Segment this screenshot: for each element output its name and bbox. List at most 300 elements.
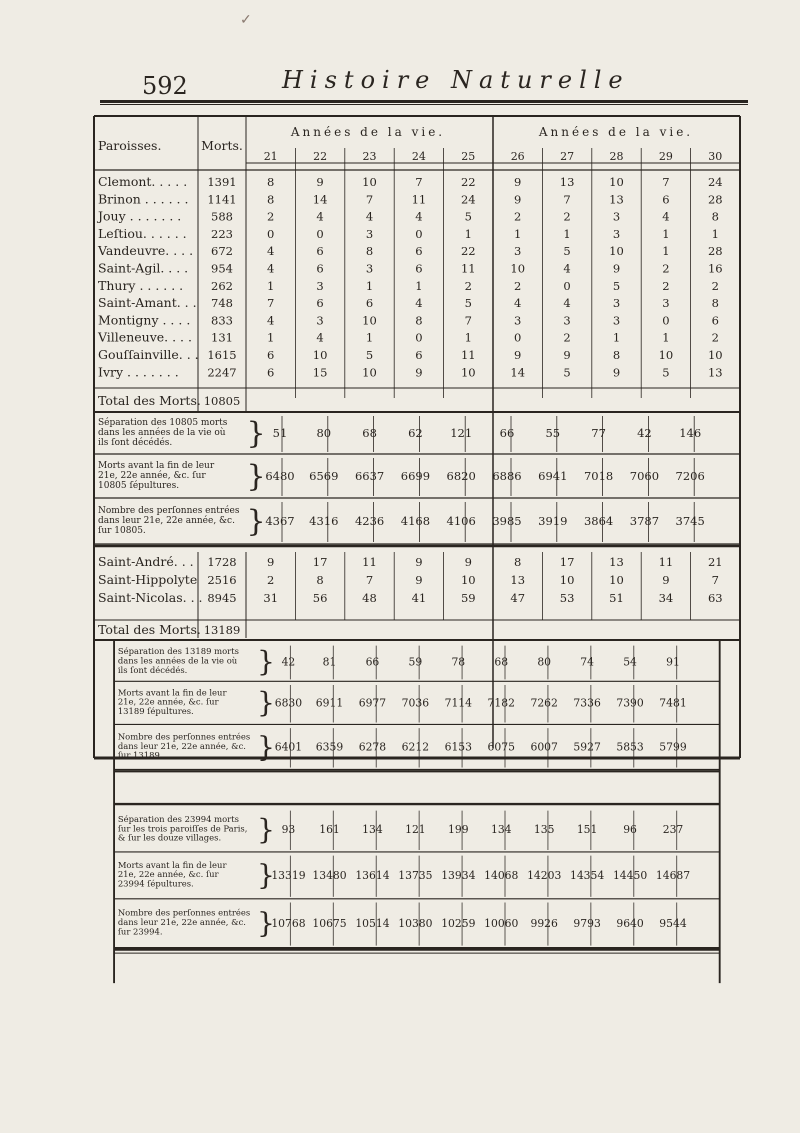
- parish-morts: 8945: [207, 591, 237, 605]
- block3-nombre-value: 9926: [530, 916, 558, 930]
- block1-nombre-first-value: 4367: [265, 514, 295, 528]
- parish-year-value: 56: [312, 591, 328, 605]
- parish-year-value: 8: [711, 296, 719, 311]
- parish-morts: 131: [211, 330, 233, 345]
- parish-name: Saint-Hippolyte: [98, 572, 198, 587]
- parish-year-value: 11: [658, 555, 674, 569]
- block1-separation-first-value: 51: [272, 426, 288, 440]
- year-header-21: 21: [263, 150, 278, 163]
- parish-year-value: 2: [514, 209, 522, 224]
- block1-morts-avant-value: 6941: [538, 469, 568, 483]
- brace: }: [256, 858, 275, 892]
- block1-morts-avant-value: 7206: [675, 469, 705, 483]
- block1-morts-avant-value: 6886: [492, 469, 522, 483]
- block1-morts-avant-value: 6637: [354, 469, 385, 483]
- parish-year-value: 9: [612, 261, 621, 276]
- year-header-26: 26: [510, 150, 525, 163]
- block1-nombre-value: 3864: [583, 514, 614, 528]
- block2-separation-value: 59: [408, 655, 423, 669]
- parish-year-value: 3: [612, 296, 621, 311]
- parish-name: Gouſſainville. . .: [98, 347, 199, 362]
- block3-morts-avant-value: 13480: [312, 869, 347, 883]
- parish-name: Leſtiou. . . . . .: [98, 225, 187, 241]
- block1-morts-avant-value: 7060: [629, 469, 660, 483]
- parish-name: Clemont. . . . .: [98, 174, 188, 189]
- parish-name: Brinon . . . . . .: [98, 191, 189, 207]
- year-header-22: 22: [313, 150, 328, 163]
- parish-year-value: 1: [415, 278, 423, 293]
- block1-nombre-label: Nombre des perſonnes entrées: [98, 506, 240, 516]
- parish-name: Montigny . . . .: [98, 312, 191, 328]
- block1-nombre-value: 3787: [629, 514, 660, 528]
- parish-year-value: 14: [312, 192, 328, 207]
- parish-year-value: 6: [662, 192, 670, 207]
- block3-separation-value: 161: [319, 823, 340, 837]
- parish-year-value: 4: [316, 330, 324, 345]
- block3-morts-avant-label: Morts avant la fin de leur: [117, 859, 227, 870]
- block3-separation-label: Séparation des 23994 morts: [117, 813, 239, 824]
- parish-year-value: 2: [267, 209, 275, 224]
- parish-year-value: 4: [662, 209, 670, 224]
- block3-nombre-value: 10060: [484, 916, 519, 930]
- block2-morts-avant-value: 7481: [659, 696, 687, 710]
- block1-nombre-value: 3745: [675, 514, 705, 528]
- block2-separation-label: dans les années de la vie où: [117, 655, 238, 666]
- parish-year-value: 15: [312, 365, 328, 380]
- parish-year-value: 3: [563, 313, 571, 328]
- brace: }: [246, 459, 266, 494]
- parish-year-value: 10: [362, 175, 377, 189]
- table-cells: [96, 125, 723, 637]
- parish-year-value: 0: [662, 313, 670, 328]
- parish-year-value: 1: [464, 330, 472, 345]
- parish-name: Thury . . . . . .: [98, 277, 184, 293]
- block1-separation-value: 68: [362, 426, 377, 440]
- block3-nombre-first-value: 10768: [271, 916, 306, 930]
- year-header-24: 24: [411, 150, 426, 163]
- brace: }: [256, 906, 275, 940]
- parish-year-value: 10: [559, 573, 575, 587]
- parish-year-value: 1: [514, 226, 522, 241]
- block1-nombre-label: ſur 10805.: [98, 526, 146, 536]
- block3-separation-label: ſur les trois paroiſſes de Paris,: [117, 823, 248, 834]
- parish-morts: 1615: [207, 348, 237, 362]
- block1-separation-value: 66: [499, 426, 515, 440]
- parish-year-value: 1: [563, 226, 571, 241]
- parish-year-value: 10: [460, 573, 476, 587]
- parish-year-value: 4: [563, 261, 571, 276]
- parish-year-value: 7: [464, 313, 472, 328]
- parish-name: Saint-André. . .: [98, 554, 194, 569]
- block3-morts-avant-value: 14203: [527, 869, 562, 883]
- year-header-30: 30: [708, 150, 723, 163]
- parish-year-value: 6: [711, 313, 719, 328]
- parish-year-value: 1: [267, 278, 275, 293]
- block2-nombre-value: 5853: [616, 740, 644, 754]
- parish-year-value: 3: [316, 278, 324, 293]
- parish-year-value: 5: [365, 348, 374, 362]
- block3-nombre-value: 10380: [398, 916, 433, 930]
- block3-morts-avant-value: 14450: [612, 869, 648, 883]
- parish-year-value: 24: [460, 192, 476, 207]
- parish-name: Saint-Agil. . . .: [98, 260, 189, 276]
- block3-separation-value: 121: [405, 823, 426, 837]
- brace: }: [256, 644, 275, 678]
- parish-year-value: 9: [267, 555, 275, 569]
- parish-year-value: 6: [365, 296, 374, 311]
- block2-nombre-value: 5799: [659, 740, 687, 754]
- parish-year-value: 10: [362, 365, 377, 380]
- block1-nombre-value: 4316: [309, 514, 339, 528]
- block2-nombre-label: Nombre des perſonnes entrées: [117, 731, 251, 742]
- block3-separation-value: 134: [362, 823, 383, 837]
- block2-morts-avant-value: 6911: [315, 696, 344, 710]
- block1-separation-value: 80: [316, 426, 332, 440]
- parish-year-value: 17: [559, 555, 575, 569]
- block2-nombre-value: 6212: [401, 740, 430, 754]
- block2-separation-value: 54: [623, 655, 637, 669]
- mortality-table-lower: [86, 640, 744, 985]
- block2-nombre-value: 6278: [358, 740, 387, 754]
- parish-year-value: 7: [365, 192, 374, 207]
- parish-year-value: 21: [707, 555, 723, 569]
- parish-year-value: 16: [707, 261, 723, 276]
- parish-year-value: 34: [658, 591, 674, 605]
- block3-nombre-label: Nombre des perſonnes entrées: [117, 907, 251, 918]
- parish-year-value: 11: [362, 555, 377, 569]
- block3-separation-first-value: 93: [281, 823, 296, 837]
- parish-year-value: 10: [312, 348, 328, 362]
- parish-year-value: 9: [316, 175, 324, 189]
- parish-year-value: 22: [460, 175, 476, 189]
- parish-year-value: 1: [464, 226, 472, 241]
- brace: }: [256, 730, 275, 764]
- parish-year-value: 3: [365, 226, 374, 241]
- parish-year-value: 4: [267, 313, 275, 328]
- parish-year-value: 2: [563, 209, 571, 224]
- block2-nombre-value: 6075: [487, 740, 515, 754]
- parish-year-value: 1: [662, 226, 670, 241]
- block2-morts-avant-value: 6977: [358, 696, 387, 710]
- block2-morts-avant-first-value: 6830: [274, 696, 303, 710]
- block1-nombre-value: 3985: [492, 514, 522, 528]
- parish-year-value: 9: [514, 348, 522, 362]
- parish-year-value: 10: [460, 365, 476, 380]
- parish-year-value: 6: [415, 261, 423, 276]
- parish-year-value: 51: [609, 591, 624, 605]
- parish-year-value: 17: [312, 555, 328, 569]
- block1-separation-label: dans les années de la vie où: [98, 428, 226, 438]
- block1-separation-value: 121: [450, 426, 473, 440]
- block2-separation-value: 66: [365, 655, 380, 669]
- parish-year-value: 9: [415, 573, 423, 587]
- block3-morts-avant-value: 14068: [484, 869, 519, 883]
- parish-morts: 748: [211, 296, 233, 311]
- block2-separation-value: 91: [666, 655, 680, 669]
- parish-morts: 1391: [207, 175, 237, 189]
- block1-morts-avant-first-value: 6480: [265, 469, 295, 483]
- block2-morts-avant-value: 7262: [530, 696, 558, 710]
- parish-year-value: 5: [464, 209, 472, 224]
- parish-year-value: 2: [514, 278, 522, 293]
- parish-morts: 672: [211, 244, 233, 259]
- parish-year-value: 59: [460, 591, 476, 605]
- block3-nombre-label: dans leur 21e, 22e année, &c.: [117, 917, 246, 927]
- parish-year-value: 13: [510, 573, 526, 587]
- block2-nombre-label: dans leur 21e, 22e année, &c.: [117, 740, 246, 751]
- block1-separation-value: 55: [545, 426, 561, 440]
- block2-nombre-first-value: 6401: [274, 740, 303, 754]
- block2-morts-avant-value: 7336: [573, 696, 601, 710]
- block2-separation-value: 78: [451, 655, 466, 669]
- parish-name: Villeneuve. . . .: [98, 329, 192, 345]
- block2-morts-avant-value: 7390: [616, 696, 644, 710]
- block3-separation-value: 237: [662, 823, 684, 837]
- parish-year-value: 1: [365, 278, 374, 293]
- block2-nombre-value: 6007: [530, 740, 558, 754]
- parish-year-value: 13: [707, 365, 723, 380]
- block2-nombre-label: ſur 13189.: [117, 750, 163, 761]
- year-header-23: 23: [362, 150, 377, 163]
- parish-year-value: 7: [267, 296, 275, 311]
- parish-year-value: 4: [365, 209, 374, 224]
- parish-year-value: 13: [609, 555, 624, 569]
- parish-name: Jouy . . . . . . .: [98, 208, 182, 224]
- parish-year-value: 4: [415, 296, 423, 311]
- parish-year-value: 0: [563, 278, 571, 293]
- parish-morts: 588: [211, 209, 233, 224]
- table-cells-lower: [118, 645, 690, 940]
- parish-year-value: 8: [612, 348, 621, 362]
- parish-year-value: 8: [514, 555, 522, 569]
- block1-separation-value: 42: [637, 426, 652, 440]
- parish-year-value: 31: [263, 591, 279, 605]
- parish-year-value: 3: [514, 313, 522, 328]
- block2-separation-first-value: 42: [281, 655, 296, 669]
- parish-year-value: 3: [612, 226, 621, 241]
- parish-year-value: 0: [415, 330, 423, 345]
- parish-year-value: 41: [411, 591, 427, 605]
- parish-year-value: 10: [609, 244, 624, 259]
- parish-year-value: 8: [415, 313, 423, 328]
- block3-nombre-value: 9544: [659, 916, 687, 930]
- block1-morts-avant-value: 6699: [400, 469, 431, 483]
- parish-year-value: 28: [707, 192, 723, 207]
- parish-name: Ivry . . . . . . .: [98, 364, 179, 380]
- parish-year-value: 7: [662, 175, 670, 189]
- parish-morts: 223: [211, 226, 233, 241]
- parish-year-value: 3: [514, 244, 522, 259]
- block2-separation-value: 74: [580, 655, 594, 669]
- parish-year-value: 4: [267, 261, 275, 276]
- block3-nombre-value: 10514: [355, 916, 390, 930]
- parish-year-value: 0: [514, 330, 522, 345]
- block2-total-value: 13189: [203, 623, 241, 637]
- block2-nombre-value: 6153: [444, 740, 473, 754]
- parish-year-value: 3: [612, 209, 621, 224]
- page-number: 592: [142, 72, 188, 100]
- block3-separation-value: 135: [533, 823, 555, 837]
- parish-year-value: 10: [510, 261, 526, 276]
- parish-year-value: 4: [415, 209, 423, 224]
- block3-morts-avant-value: 13614: [355, 869, 390, 883]
- block1-nombre-value: 4168: [400, 514, 431, 528]
- block3-separation-value: 96: [623, 823, 637, 837]
- parish-year-value: 9: [464, 555, 472, 569]
- parish-year-value: 13: [609, 192, 624, 207]
- brace: }: [256, 812, 275, 846]
- parish-year-value: 2: [563, 330, 571, 345]
- parish-year-value: 6: [415, 348, 423, 362]
- parish-year-value: 1: [662, 330, 670, 345]
- parish-name: Saint-Amant. . .: [98, 295, 197, 311]
- parish-year-value: 14: [510, 365, 526, 380]
- parish-year-value: 11: [411, 192, 427, 207]
- parish-year-value: 11: [460, 261, 476, 276]
- years-header-right: Années de la vie.: [538, 125, 694, 139]
- parish-year-value: 1: [267, 330, 275, 345]
- parish-year-value: 4: [267, 244, 275, 259]
- parish-year-value: 1: [365, 330, 374, 345]
- block3-morts-avant-value: 14354: [569, 869, 605, 883]
- parish-morts: 954: [211, 261, 233, 276]
- year-header-29: 29: [658, 150, 673, 163]
- block3-nombre-value: 9640: [616, 916, 644, 930]
- block1-morts-avant-label: 10805 ſépultures.: [98, 481, 180, 491]
- parish-year-value: 2: [464, 278, 472, 293]
- block1-nombre-value: 4236: [354, 514, 385, 528]
- parish-year-value: 2: [711, 330, 719, 345]
- block2-morts-avant-value: 7036: [401, 696, 430, 710]
- brace: }: [246, 416, 266, 451]
- block2-morts-avant-value: 7182: [487, 696, 515, 710]
- block2-nombre-value: 5927: [573, 740, 601, 754]
- block2-total-label: Total des Morts.: [98, 622, 201, 637]
- block3-morts-avant-value: 13934: [441, 869, 476, 883]
- parish-year-value: 9: [514, 192, 522, 207]
- parish-year-value: 1: [612, 330, 621, 345]
- parish-year-value: 5: [464, 296, 472, 311]
- parish-year-value: 3: [612, 313, 621, 328]
- top-rule: [100, 100, 748, 103]
- block2-separation-label: Séparation des 13189 morts: [117, 646, 239, 657]
- top-rule-thin: [100, 104, 748, 105]
- parish-year-value: 6: [267, 365, 275, 380]
- parish-year-value: 7: [711, 573, 719, 587]
- parish-year-value: 3: [662, 296, 670, 311]
- parish-year-value: 9: [662, 573, 670, 587]
- parish-year-value: 10: [609, 573, 624, 587]
- block1-separation-value: 62: [408, 426, 423, 440]
- block2-separation-label: ils ſont décédés.: [117, 664, 188, 675]
- parish-year-value: 2: [711, 278, 719, 293]
- parish-year-value: 2: [267, 573, 275, 587]
- parish-year-value: 53: [559, 591, 575, 605]
- block3-separation-label: & ſur les douze villages.: [117, 832, 222, 843]
- parish-year-value: 1: [711, 226, 719, 241]
- parish-year-value: 0: [415, 226, 423, 241]
- parish-year-value: 5: [662, 365, 670, 380]
- paroisses-header: Paroisses.: [98, 138, 162, 153]
- parish-year-value: 6: [415, 244, 423, 259]
- block3-nombre-value: 9793: [573, 916, 601, 930]
- parish-year-value: 28: [707, 244, 723, 259]
- year-header-28: 28: [609, 150, 624, 163]
- parish-year-value: 6: [316, 296, 324, 311]
- block3-separation-value: 199: [448, 823, 469, 837]
- year-header-27: 27: [560, 150, 575, 163]
- block1-morts-avant-value: 6820: [446, 469, 476, 483]
- parish-year-value: 7: [415, 175, 423, 189]
- parish-year-value: 6: [267, 348, 275, 362]
- parish-year-value: 4: [514, 296, 522, 311]
- block1-total-value: 10805: [203, 394, 241, 408]
- parish-year-value: 48: [362, 591, 377, 605]
- block1-nombre-value: 4106: [446, 514, 476, 528]
- parish-year-value: 9: [514, 175, 522, 189]
- parish-year-value: 9: [612, 365, 621, 380]
- block1-separation-label: Séparation des 10805 morts: [98, 418, 228, 428]
- years-header-left: Années de la vie.: [290, 125, 446, 139]
- block2-morts-avant-label: 21e, 22e année, &c. ſur: [117, 696, 219, 707]
- block3-morts-avant-label: 23994 ſépultures.: [117, 878, 194, 889]
- parish-year-value: 5: [563, 365, 571, 380]
- parish-year-value: 6: [316, 244, 324, 259]
- block3-nombre-value: 10675: [312, 916, 347, 930]
- block1-separation-value: 146: [679, 426, 702, 440]
- parish-name: Vandeuvre. . . .: [98, 243, 194, 259]
- parish-year-value: 9: [415, 365, 423, 380]
- block2-nombre-value: 6359: [315, 740, 344, 754]
- block2-separation-value: 68: [494, 655, 509, 669]
- parish-morts: 1141: [207, 192, 237, 207]
- parish-year-value: 7: [365, 573, 374, 587]
- block1-separation-label: ils ſont décédés.: [98, 438, 173, 448]
- block1-total-label: Total des Morts.: [98, 393, 201, 408]
- parish-year-value: 7: [563, 192, 571, 207]
- parish-year-value: 3: [316, 313, 324, 328]
- parish-year-value: 3: [365, 261, 374, 276]
- parish-year-value: 47: [510, 591, 526, 605]
- block1-nombre-value: 3919: [538, 514, 568, 528]
- block1-separation-value: 77: [591, 426, 606, 440]
- parish-year-value: 13: [559, 175, 575, 189]
- block3-morts-avant-value: 14687: [655, 869, 691, 883]
- parish-year-value: 8: [711, 209, 719, 224]
- parish-year-value: 63: [707, 591, 723, 605]
- parish-year-value: 4: [316, 209, 324, 224]
- parish-year-value: 24: [707, 175, 723, 189]
- block1-nombre-label: dans leur 21e, 22e année, &c.: [98, 516, 235, 526]
- parish-year-value: 8: [267, 175, 275, 189]
- parish-year-value: 9: [563, 348, 571, 362]
- parish-year-value: 11: [460, 348, 476, 362]
- parish-morts: 2516: [207, 573, 237, 587]
- parish-morts: 2247: [207, 365, 237, 380]
- block3-nombre-value: 10259: [441, 916, 476, 930]
- block2-morts-avant-label: 13189 ſépultures.: [117, 706, 194, 717]
- parish-name: Saint-Nicolas. . .: [98, 590, 203, 605]
- parish-year-value: 1: [662, 244, 670, 259]
- year-header-25: 25: [461, 150, 476, 163]
- parish-year-value: 8: [365, 244, 374, 259]
- brace: }: [246, 504, 266, 539]
- parish-year-value: 8: [267, 192, 275, 207]
- parish-year-value: 5: [563, 244, 571, 259]
- parish-year-value: 6: [316, 261, 324, 276]
- parish-year-value: 10: [362, 313, 377, 328]
- parish-year-value: 4: [563, 296, 571, 311]
